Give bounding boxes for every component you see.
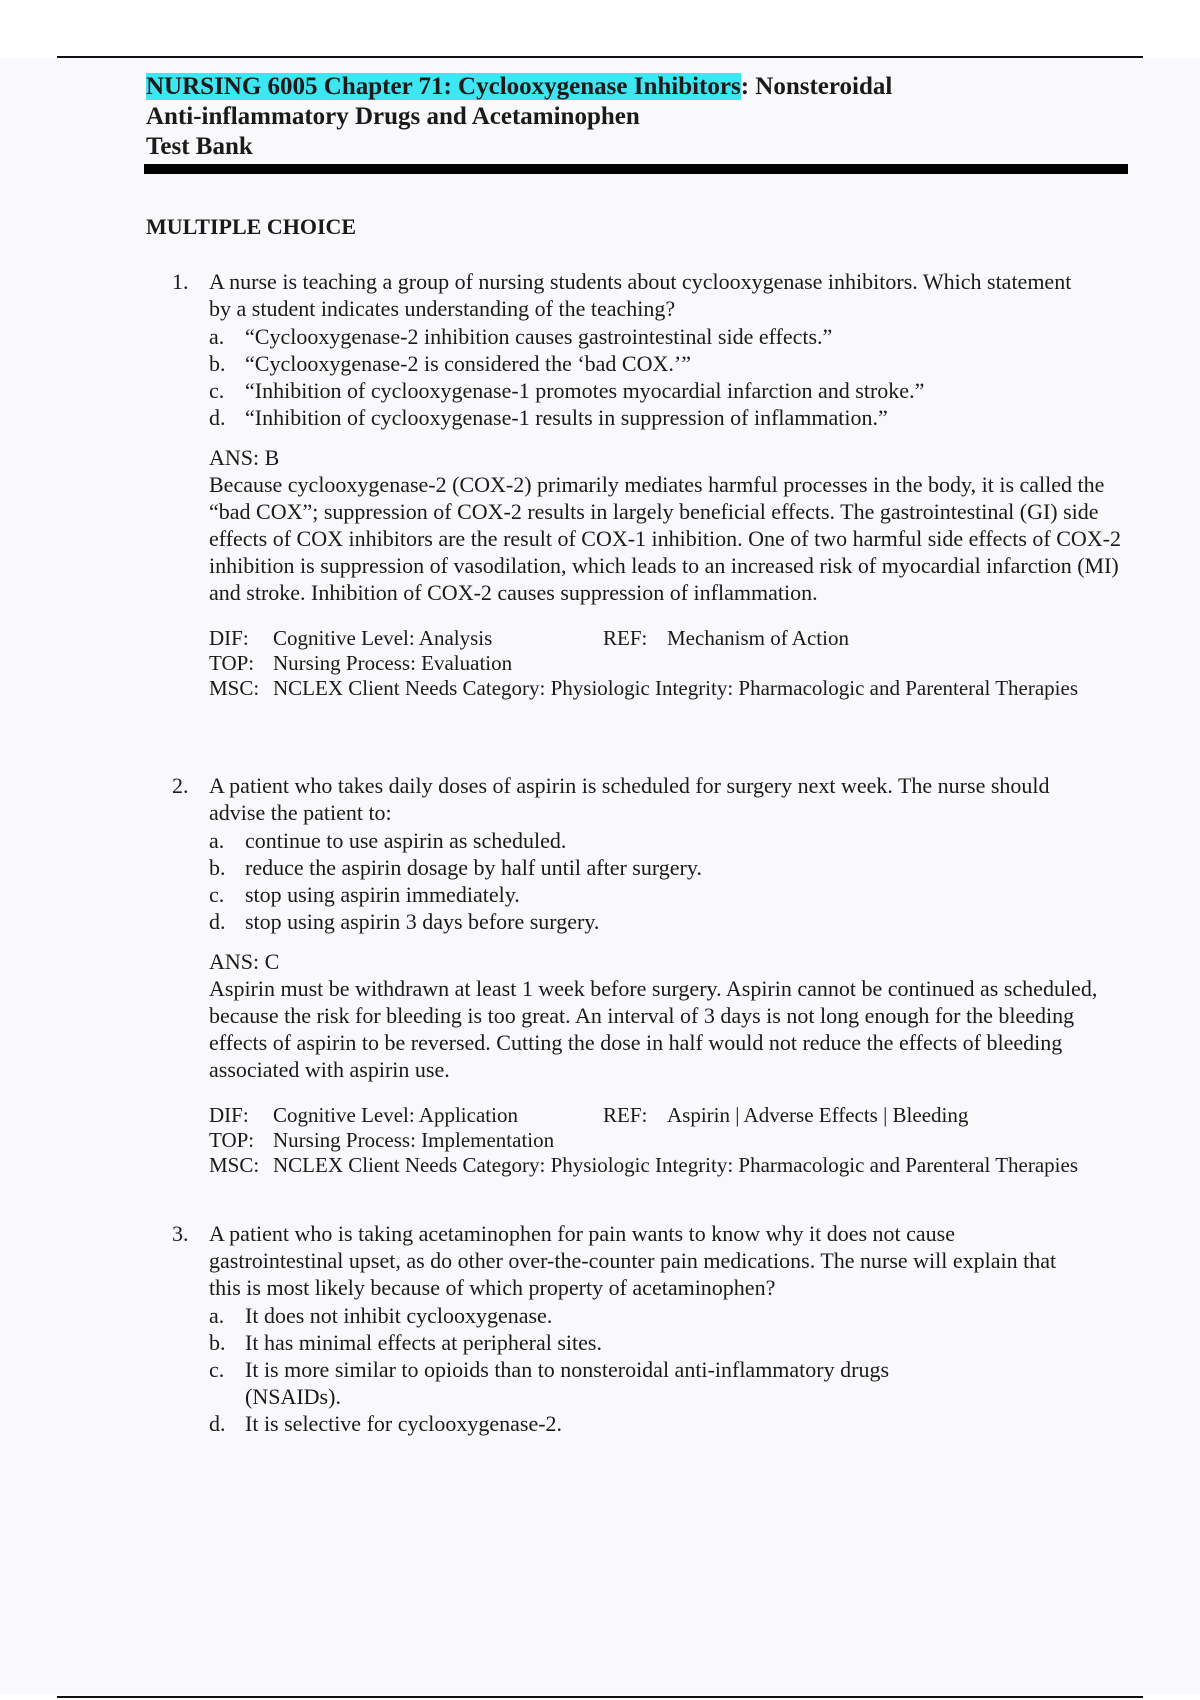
- dif-value: Cognitive Level: Analysis: [273, 626, 493, 650]
- ref-label: REF:: [603, 626, 648, 650]
- question-number: 2.: [172, 773, 189, 798]
- choice-letter: a.: [209, 828, 225, 853]
- top-label: TOP:: [209, 651, 255, 675]
- answer: ANS: C: [209, 949, 280, 974]
- msc-label: MSC:: [209, 676, 260, 700]
- choice-text: “Cyclooxygenase-2 is considered the ‘bad COX.’”: [245, 351, 691, 376]
- question-stem: A patient who takes daily doses of aspirin is scheduled for surgery next week. The nurse should advise the patient to:: [209, 773, 1050, 825]
- question-number: 3.: [172, 1221, 189, 1246]
- choice-b: [209, 854, 1132, 881]
- answer: ANS: B: [209, 445, 280, 470]
- choice-letter: b.: [209, 855, 226, 880]
- choice-text: “Cyclooxygenase-2 inhibition causes gastrointestinal side effects.”: [245, 324, 833, 349]
- choice-letter: a.: [209, 324, 225, 349]
- choice-letter: c.: [209, 882, 225, 907]
- title-line-3: Test Bank: [146, 133, 253, 160]
- choice-text: continue to use aspirin as scheduled.: [245, 828, 567, 853]
- ref-value: Aspirin | Adverse Effects | Bleeding: [667, 1103, 969, 1127]
- dif-value: Cognitive Level: Application: [273, 1103, 518, 1127]
- choice-a: [209, 1302, 1132, 1329]
- question-metadata: [209, 626, 1132, 701]
- section-heading: MULTIPLE CHOICE: [146, 214, 357, 239]
- choice-d: [209, 908, 1132, 935]
- choice-d: [209, 1410, 1132, 1437]
- ref-value: Mechanism of Action: [667, 626, 849, 650]
- choice-c: [209, 881, 1132, 908]
- choice-letter: d.: [209, 405, 226, 430]
- question-number: 1.: [172, 269, 189, 294]
- choice-d: [209, 404, 1132, 431]
- choice-text: “Inhibition of cyclooxygenase-1 results in suppression of inflammation.”: [245, 405, 888, 430]
- dif-label: DIF:: [209, 626, 249, 650]
- ref-label: REF:: [603, 1103, 648, 1127]
- choice-letter: b.: [209, 351, 226, 376]
- question-1: [172, 268, 1132, 701]
- dif-label: DIF:: [209, 1103, 249, 1127]
- choice-text: It has minimal effects at peripheral sites.: [245, 1330, 602, 1355]
- top-label: TOP:: [209, 1128, 255, 1152]
- choice-letter: d.: [209, 909, 226, 934]
- title-line-2: Anti-inflammatory Drugs and Acetaminophen: [146, 103, 640, 130]
- choice-text: “Inhibition of cyclooxygenase-1 promotes myocardial infarction and stroke.”: [245, 378, 925, 403]
- title-rule: [144, 164, 1128, 174]
- top-value: Nursing Process: Implementation: [273, 1128, 555, 1152]
- choice-text: It does not inhibit cyclooxygenase.: [245, 1303, 553, 1328]
- question-stem: A patient who is taking acetaminophen for pain wants to know why it does not cause gastrointestinal upset, as do other over-the-counter pain medications. The nurse will explain that this is most likely because of which property of acetaminophen?: [209, 1221, 1057, 1300]
- question-3: [172, 1220, 1132, 1437]
- choice-letter: a.: [209, 1303, 225, 1328]
- question-stem: A nurse is teaching a group of nursing students about cyclooxygenase inhibitors. Which statement by a student indicates understanding of the teaching?: [209, 269, 1072, 321]
- choice-list: [209, 323, 1132, 431]
- choice-letter: d.: [209, 1411, 226, 1436]
- choice-letter: c.: [209, 378, 225, 403]
- choice-a: [209, 827, 1132, 854]
- choice-letter: b.: [209, 1330, 226, 1355]
- choice-text: It is more similar to opioids than to nonsteroidal anti-inflammatory drugs (NSAIDs).: [245, 1357, 890, 1409]
- choice-text: stop using aspirin immediately.: [245, 882, 520, 907]
- rationale: Aspirin must be withdrawn at least 1 week before surgery. Aspirin cannot be continued as scheduled, because the risk for bleeding is too great. An interval of 3 days is not long enough for the bleeding effects of aspirin to be reversed. Cutting the dose in half would not reduce the effects of bleeding associated with aspirin use.: [209, 976, 1098, 1082]
- choice-a: [209, 323, 1132, 350]
- choice-b: [209, 1329, 1132, 1356]
- msc-label: MSC:: [209, 1153, 260, 1177]
- question-2: [172, 772, 1132, 1178]
- page-title: [146, 72, 1146, 162]
- rationale: Because cyclooxygenase-2 (COX-2) primarily mediates harmful processes in the body, it is called the “bad COX”; suppression of COX-2 results in largely beneficial effects. The gastrointestinal (GI) side effects of COX inhibitors are the result of COX-1 inhibition. One of two harmful side effects of COX-2 inhibition is suppression of vasodilation, which leads to an increased risk of myocardial infarction (MI) and stroke. Inhibition of COX-2 causes suppression of inflammation.: [209, 472, 1121, 605]
- title-highlighted: NURSING 6005 Chapter 71: Cyclooxygenase Inhibitors: [146, 73, 741, 100]
- choice-list: [209, 1302, 1132, 1437]
- choice-c: [209, 1356, 1132, 1410]
- choice-b: [209, 350, 1132, 377]
- title-rest: : Nonsteroidal: [740, 73, 893, 100]
- choice-list: [209, 827, 1132, 935]
- msc-value: NCLEX Client Needs Category: Physiologic Integrity: Pharmacologic and Parenteral Therapies: [273, 676, 1078, 700]
- top-value: Nursing Process: Evaluation: [273, 651, 513, 675]
- choice-c: [209, 377, 1132, 404]
- choice-text: stop using aspirin 3 days before surgery.: [245, 909, 600, 934]
- choice-text: reduce the aspirin dosage by half until after surgery.: [245, 855, 702, 880]
- msc-value: NCLEX Client Needs Category: Physiologic Integrity: Pharmacologic and Parenteral Therapies: [273, 1153, 1078, 1177]
- choice-text: It is selective for cyclooxygenase-2.: [245, 1411, 563, 1436]
- question-metadata: [209, 1103, 1132, 1178]
- choice-letter: c.: [209, 1357, 225, 1382]
- bottom-rule: [57, 1696, 1143, 1698]
